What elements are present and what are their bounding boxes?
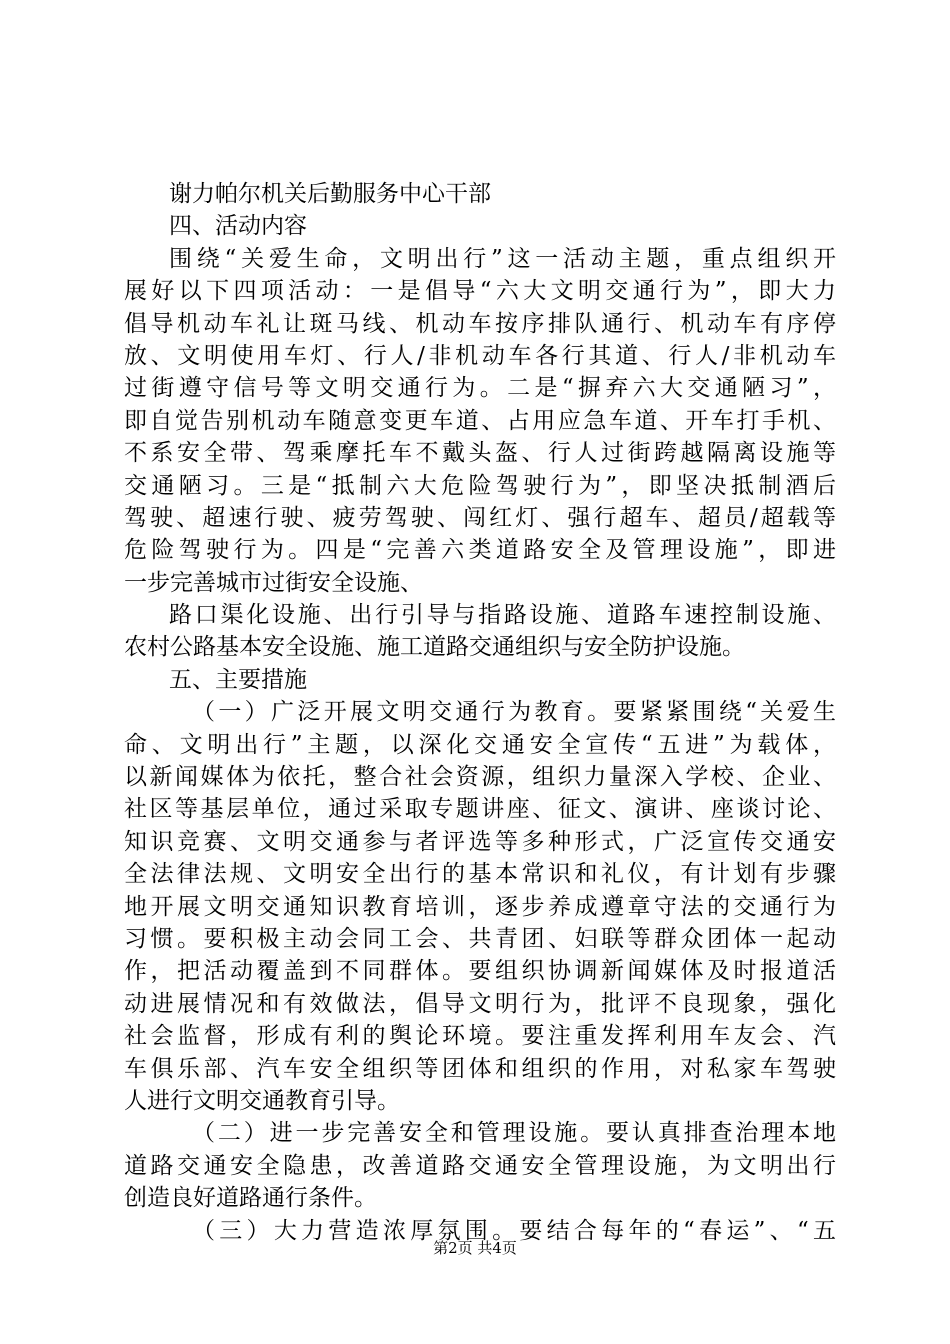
text-line: 命、文明出行”主题，以深化交通安全宣传“五进”为载体， (124, 731, 836, 758)
text-line: 车俱乐部、汽车安全组织等团体和组织的作用，对私家车驾驶 (124, 1055, 836, 1082)
section-heading-measures (124, 664, 836, 696)
text-line: （一）广泛开展文明交通行为教育。要紧紧围绕“关爱生 (192, 699, 836, 726)
section-heading-activities (124, 210, 836, 242)
text-line: 路口渠化设施、出行引导与指路设施、道路车速控制设施、 (169, 602, 836, 629)
text-line: 动进展情况和有效做法，倡导文明行为，批评不良现象，强化 (124, 990, 836, 1017)
text-line: 不系安全带、驾乘摩托车不戴头盔、行人过街跨越隔离设施等 (124, 440, 836, 467)
text-line: 创造良好道路通行条件。 (124, 1185, 377, 1212)
text-line: 一步完善城市过街安全设施、 (124, 569, 423, 596)
paragraph-measure-1 (124, 696, 836, 1117)
text-line: 道路交通安全隐患，改善道路交通安全管理设施，为文明出行 (124, 1152, 836, 1179)
paragraph-activities (124, 243, 836, 599)
text-line: 习惯。要积极主动会同工会、共青团、妇联等群众团体一起动 (124, 925, 836, 952)
text-line: 即自觉告别机动车随意变更车道、占用应急车道、开车打手机、 (124, 407, 836, 434)
text-line: 以新闻媒体为依托，整合社会资源，组织力量深入学校、企业、 (124, 764, 836, 791)
text-line: 过街遵守信号等文明交通行为。二是“摒弃六大交通陋习”， (124, 375, 836, 402)
body-text (124, 178, 836, 1247)
text-line: （三）大力营造浓厚氛围。要结合每年的“春运”、“五 (192, 1217, 836, 1244)
section-heading: 五、主要措施 (169, 666, 307, 693)
text-line: （二）进一步完善安全和管理设施。要认真排查治理本地 (192, 1120, 836, 1147)
text-line: 知识竞赛、文明交通参与者评选等多种形式，广泛宣传交通安 (124, 828, 836, 855)
text-line: 围绕“关爱生命，文明出行”这一活动主题，重点组织开 (169, 245, 836, 272)
text-line: 作，把活动覆盖到不同群体。要组织协调新闻媒体及时报道活 (124, 958, 836, 985)
text-line: 谢力帕尔机关后勤服务中心干部 (169, 181, 491, 207)
text-line: 放、文明使用车灯、行人/非机动车各行其道、行人/非机动车 (124, 342, 836, 369)
text-line: 社会监督，形成有利的舆论环境。要注重发挥利用车友会、汽 (124, 1023, 836, 1050)
text-line: 驾驶、超速行驶、疲劳驾驶、闯红灯、强行超车、超员/超载等 (124, 504, 836, 531)
paragraph-facilities (124, 599, 836, 664)
text-line: 倡导机动车礼让斑马线、机动车按序排队通行、机动车有序停 (124, 310, 836, 337)
text-line: 地开展文明交通知识教育培训，逐步养成遵章守法的交通行为 (124, 893, 836, 920)
text-line: 全法律法规、文明安全出行的基本常识和礼仪，有计划有步骤 (124, 861, 836, 888)
text-line: 人进行文明交通教育引导。 (124, 1087, 400, 1114)
page-footer (0, 1238, 950, 1258)
text-line: 社区等基层单位，通过采取专题讲座、征文、演讲、座谈讨论、 (124, 796, 836, 823)
paragraph-measure-2 (124, 1117, 836, 1214)
text-line: 农村公路基本安全设施、施工道路交通组织与安全防护设施。 (124, 634, 745, 661)
text-line: 交通陋习。三是“抵制六大危险驾驶行为”，即坚决抵制酒后 (124, 472, 836, 499)
paragraph-staff (124, 178, 836, 210)
text-line: 展好以下四项活动：一是倡导“六大文明交通行为”，即大力 (124, 278, 836, 305)
section-heading: 四、活动内容 (169, 213, 307, 240)
page-number: 第2页 共4页 (433, 1239, 517, 1257)
text-line: 危险驾驶行为。四是“完善六类道路安全及管理设施”，即进 (124, 537, 836, 564)
